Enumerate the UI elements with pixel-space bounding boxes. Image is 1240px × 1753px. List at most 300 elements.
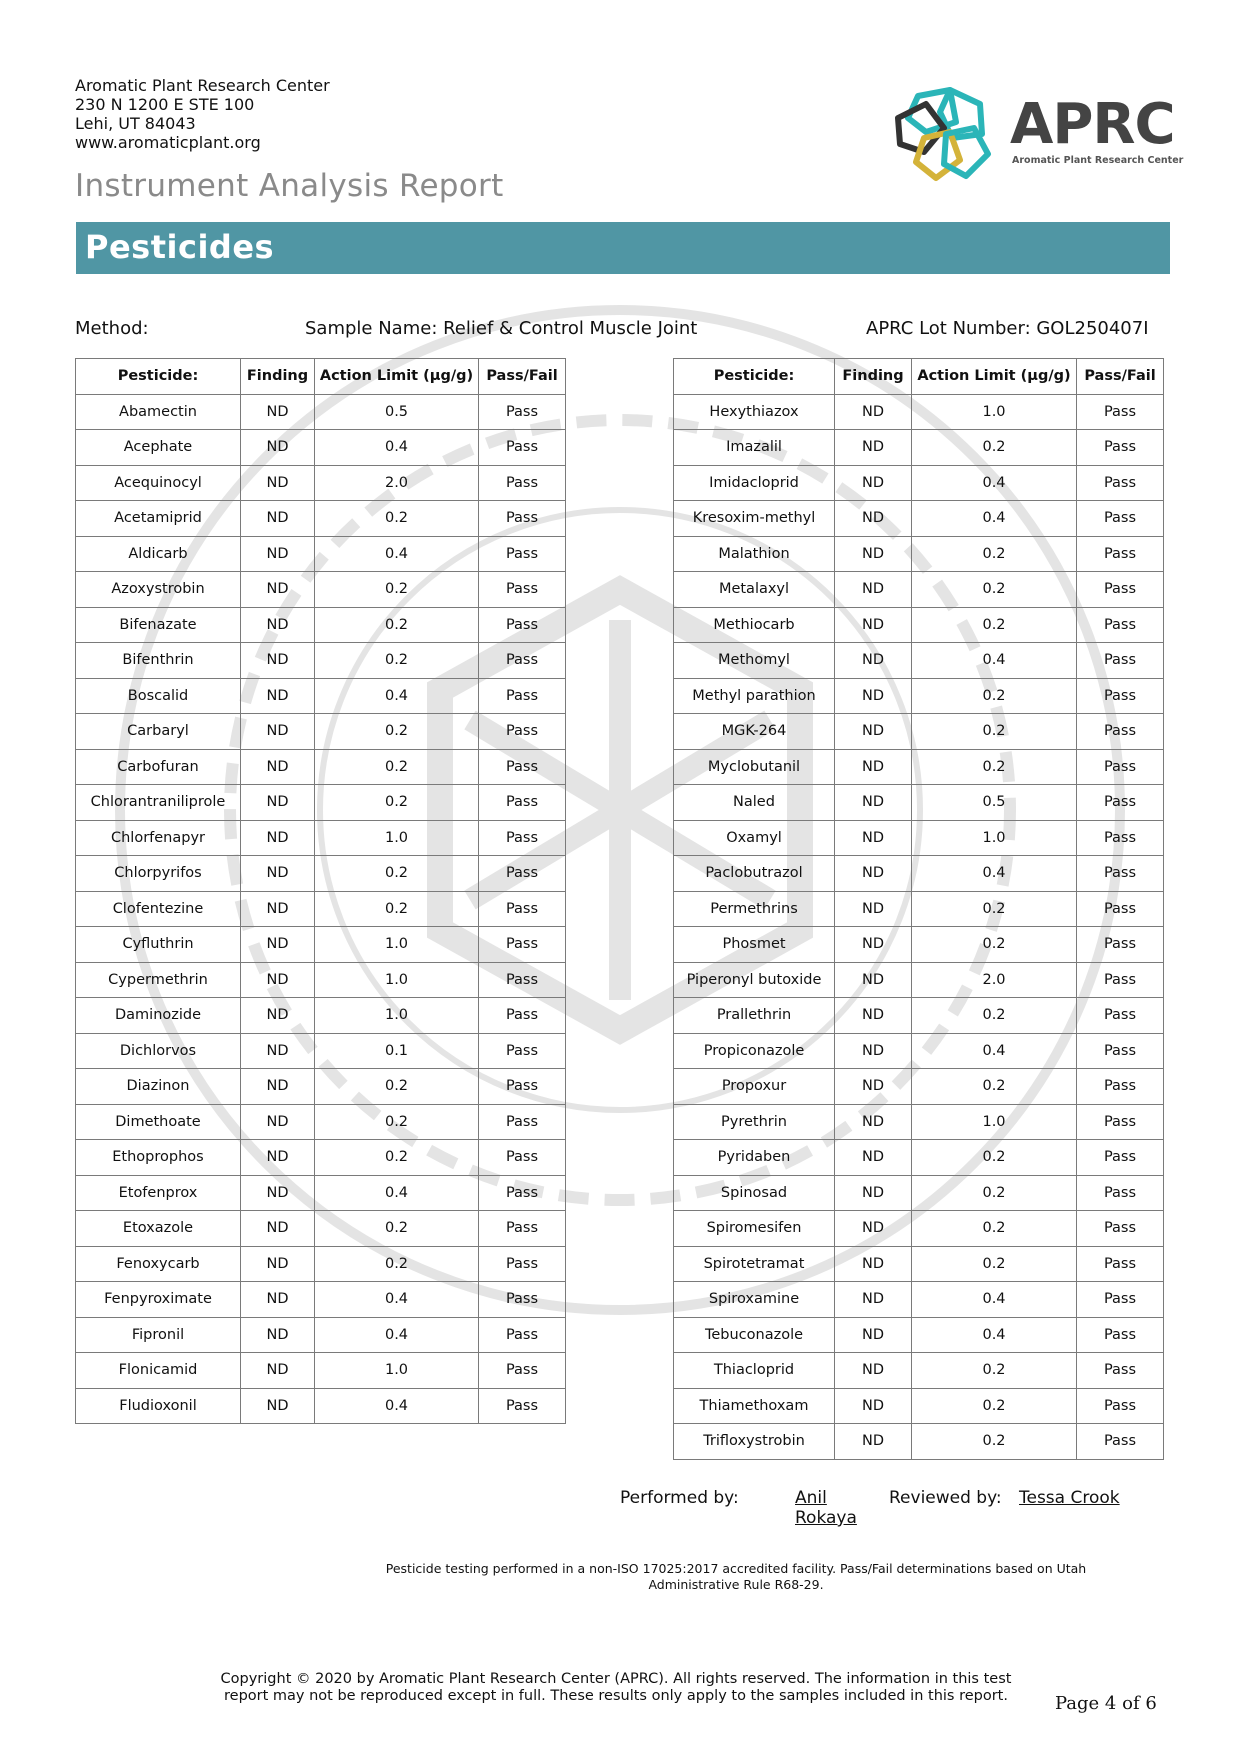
pass-fail-cell: Pass	[1077, 1388, 1164, 1424]
pass-fail-cell: Pass	[479, 572, 566, 608]
finding-cell: ND	[835, 1424, 912, 1460]
table-row	[76, 1104, 566, 1140]
table-row	[674, 465, 1164, 501]
pesticide-name-cell: Diazinon	[76, 1069, 241, 1105]
pass-fail-cell: Pass	[1077, 1282, 1164, 1318]
pesticide-name-cell: Hexythiazox	[674, 394, 835, 430]
table-row	[674, 394, 1164, 430]
pass-fail-cell: Pass	[479, 998, 566, 1034]
table-row	[76, 1282, 566, 1318]
pesticide-name-cell: Etoxazole	[76, 1211, 241, 1247]
finding-cell: ND	[835, 1211, 912, 1247]
action-limit-cell: 0.5	[912, 785, 1077, 821]
pesticide-name-cell: Acephate	[76, 430, 241, 466]
action-limit-cell: 1.0	[315, 998, 479, 1034]
finding-cell: ND	[835, 1175, 912, 1211]
finding-cell: ND	[241, 891, 315, 927]
finding-cell: ND	[241, 678, 315, 714]
pesticide-name-cell: Acetamiprid	[76, 501, 241, 537]
pass-fail-cell: Pass	[479, 430, 566, 466]
pass-fail-cell: Pass	[479, 891, 566, 927]
action-limit-cell: 2.0	[315, 465, 479, 501]
pass-fail-cell: Pass	[1077, 465, 1164, 501]
copyright-line-1: Copyright © 2020 by Aromatic Plant Research Center (APRC). All rights reserved. The information in this test	[220, 1671, 1012, 1687]
pesticide-name-cell: Phosmet	[674, 927, 835, 963]
pass-fail-cell: Pass	[479, 1317, 566, 1353]
table-row	[76, 1353, 566, 1389]
pass-fail-cell: Pass	[1077, 1353, 1164, 1389]
finding-cell: ND	[835, 714, 912, 750]
action-limit-cell: 0.2	[315, 643, 479, 679]
pesticide-name-cell: Boscalid	[76, 678, 241, 714]
pesticide-table-left	[75, 358, 566, 1424]
table-row	[76, 1140, 566, 1176]
action-limit-cell: 0.2	[315, 1069, 479, 1105]
pass-fail-cell: Pass	[479, 1282, 566, 1318]
pesticide-name-cell: Bifenthrin	[76, 643, 241, 679]
pesticide-name-cell: Fenpyroximate	[76, 1282, 241, 1318]
table-row	[674, 678, 1164, 714]
pass-fail-cell: Pass	[479, 1033, 566, 1069]
table-row	[674, 1353, 1164, 1389]
finding-cell: ND	[241, 1175, 315, 1211]
finding-cell: ND	[835, 607, 912, 643]
table-row	[76, 962, 566, 998]
finding-cell: ND	[835, 1246, 912, 1282]
pass-fail-cell: Pass	[1077, 1140, 1164, 1176]
pesticide-name-cell: Azoxystrobin	[76, 572, 241, 608]
action-limit-cell: 2.0	[912, 962, 1077, 998]
pass-fail-cell: Pass	[479, 714, 566, 750]
finding-cell: ND	[241, 465, 315, 501]
action-limit-cell: 0.4	[912, 1317, 1077, 1353]
pesticide-name-cell: Paclobutrazol	[674, 856, 835, 892]
pass-fail-cell: Pass	[479, 1140, 566, 1176]
pesticide-name-cell: Methyl parathion	[674, 678, 835, 714]
finding-cell: ND	[241, 962, 315, 998]
pesticide-name-cell: Cyfluthrin	[76, 927, 241, 963]
pass-fail-cell: Pass	[479, 501, 566, 537]
table-row	[76, 1175, 566, 1211]
pesticide-name-cell: Acequinocyl	[76, 465, 241, 501]
action-limit-cell: 0.2	[912, 1388, 1077, 1424]
reviewed-by-name: Tessa Crook	[1019, 1488, 1120, 1508]
section-banner	[76, 222, 1170, 274]
header-pass-fail: Pass/Fail	[1077, 359, 1164, 395]
lab-city: Lehi, UT 84043	[75, 114, 196, 133]
finding-cell: ND	[241, 572, 315, 608]
page-number: Page 4 of 6	[1055, 1693, 1157, 1714]
header-pesticide: Pesticide:	[76, 359, 241, 395]
finding-cell: ND	[835, 1282, 912, 1318]
finding-cell: ND	[241, 1353, 315, 1389]
action-limit-cell: 0.2	[912, 1353, 1077, 1389]
pesticide-name-cell: Myclobutanil	[674, 749, 835, 785]
pesticide-name-cell: Imazalil	[674, 430, 835, 466]
pesticide-name-cell: Thiacloprid	[674, 1353, 835, 1389]
action-limit-cell: 0.2	[315, 785, 479, 821]
performed-by-name	[795, 1488, 857, 1528]
finding-cell: ND	[241, 1033, 315, 1069]
pesticide-name-cell: Spiromesifen	[674, 1211, 835, 1247]
finding-cell: ND	[835, 1353, 912, 1389]
pesticide-name-cell: Imidacloprid	[674, 465, 835, 501]
pass-fail-cell: Pass	[1077, 714, 1164, 750]
table-row	[674, 927, 1164, 963]
lab-street: 230 N 1200 E STE 100	[75, 95, 255, 114]
pesticide-name-cell: Kresoxim-methyl	[674, 501, 835, 537]
finding-cell: ND	[241, 927, 315, 963]
finding-cell: ND	[241, 394, 315, 430]
finding-cell: ND	[835, 1069, 912, 1105]
pass-fail-cell: Pass	[1077, 927, 1164, 963]
pesticide-name-cell: MGK-264	[674, 714, 835, 750]
table-row	[76, 749, 566, 785]
table-row	[674, 1246, 1164, 1282]
header-finding: Finding	[241, 359, 315, 395]
pass-fail-cell: Pass	[479, 856, 566, 892]
finding-cell: ND	[241, 607, 315, 643]
pass-fail-cell: Pass	[1077, 1317, 1164, 1353]
pesticide-name-cell: Bifenazate	[76, 607, 241, 643]
pesticide-name-cell: Tebuconazole	[674, 1317, 835, 1353]
pesticide-name-cell: Malathion	[674, 536, 835, 572]
action-limit-cell: 1.0	[315, 962, 479, 998]
action-limit-cell: 0.2	[912, 998, 1077, 1034]
finding-cell: ND	[835, 856, 912, 892]
table-row	[674, 1033, 1164, 1069]
action-limit-cell: 0.2	[912, 927, 1077, 963]
pass-fail-cell: Pass	[479, 785, 566, 821]
finding-cell: ND	[835, 1033, 912, 1069]
action-limit-cell: 1.0	[912, 820, 1077, 856]
action-limit-cell: 0.2	[912, 430, 1077, 466]
finding-cell: ND	[835, 1140, 912, 1176]
pesticide-name-cell: Methiocarb	[674, 607, 835, 643]
finding-cell: ND	[241, 785, 315, 821]
action-limit-cell: 0.2	[315, 607, 479, 643]
action-limit-cell: 0.4	[315, 1317, 479, 1353]
table-row	[674, 1282, 1164, 1318]
table-row	[674, 1104, 1164, 1140]
pesticide-name-cell: Propiconazole	[674, 1033, 835, 1069]
pass-fail-cell: Pass	[1077, 1424, 1164, 1460]
pass-fail-cell: Pass	[1077, 430, 1164, 466]
action-limit-cell: 0.2	[315, 1140, 479, 1176]
action-limit-cell: 0.2	[912, 607, 1077, 643]
pass-fail-cell: Pass	[479, 1069, 566, 1105]
pass-fail-cell: Pass	[1077, 998, 1164, 1034]
report-title: Instrument Analysis Report	[75, 168, 504, 204]
pass-fail-cell: Pass	[1077, 501, 1164, 537]
action-limit-cell: 0.4	[315, 1282, 479, 1318]
aprc-logo-mark-icon	[890, 82, 1000, 186]
action-limit-cell: 0.4	[912, 501, 1077, 537]
pass-fail-cell: Pass	[479, 1175, 566, 1211]
table-row	[674, 501, 1164, 537]
table-row	[674, 998, 1164, 1034]
pesticide-name-cell: Spirotetramat	[674, 1246, 835, 1282]
finding-cell: ND	[835, 430, 912, 466]
action-limit-cell: 0.2	[315, 749, 479, 785]
pass-fail-cell: Pass	[1077, 785, 1164, 821]
pesticide-name-cell: Fipronil	[76, 1317, 241, 1353]
table-row	[76, 820, 566, 856]
finding-cell: ND	[835, 1317, 912, 1353]
table-row	[76, 1069, 566, 1105]
pass-fail-cell: Pass	[479, 1104, 566, 1140]
finding-cell: ND	[241, 501, 315, 537]
pesticide-name-cell: Chlorpyrifos	[76, 856, 241, 892]
action-limit-cell: 0.2	[912, 891, 1077, 927]
finding-cell: ND	[835, 572, 912, 608]
pass-fail-cell: Pass	[479, 1388, 566, 1424]
finding-cell: ND	[835, 962, 912, 998]
table-row	[674, 1211, 1164, 1247]
pass-fail-cell: Pass	[1077, 643, 1164, 679]
table-row	[76, 536, 566, 572]
table-row	[76, 465, 566, 501]
table-row	[76, 785, 566, 821]
pesticide-name-cell: Dimethoate	[76, 1104, 241, 1140]
action-limit-cell: 0.4	[315, 536, 479, 572]
pass-fail-cell: Pass	[1077, 1246, 1164, 1282]
table-header-row	[674, 359, 1164, 395]
table-row	[674, 785, 1164, 821]
pass-fail-cell: Pass	[1077, 1175, 1164, 1211]
action-limit-cell: 0.4	[315, 1175, 479, 1211]
pesticide-name-cell: Ethoprophos	[76, 1140, 241, 1176]
action-limit-cell: 0.4	[912, 643, 1077, 679]
copyright-notice	[196, 1671, 1036, 1705]
table-row	[76, 1388, 566, 1424]
table-row	[674, 962, 1164, 998]
action-limit-cell: 1.0	[315, 927, 479, 963]
table-row	[76, 1317, 566, 1353]
finding-cell: ND	[241, 430, 315, 466]
action-limit-cell: 0.4	[315, 1388, 479, 1424]
action-limit-cell: 0.4	[315, 430, 479, 466]
table-row	[76, 998, 566, 1034]
header-action-limit: Action Limit (µg/g)	[912, 359, 1077, 395]
pass-fail-cell: Pass	[1077, 856, 1164, 892]
pass-fail-cell: Pass	[1077, 678, 1164, 714]
action-limit-cell: 0.2	[912, 1211, 1077, 1247]
pass-fail-cell: Pass	[479, 820, 566, 856]
action-limit-cell: 1.0	[912, 1104, 1077, 1140]
pesticide-name-cell: Methomyl	[674, 643, 835, 679]
table-row	[674, 1140, 1164, 1176]
pesticide-name-cell: Cypermethrin	[76, 962, 241, 998]
pass-fail-cell: Pass	[1077, 820, 1164, 856]
pesticide-name-cell: Flonicamid	[76, 1353, 241, 1389]
pass-fail-cell: Pass	[1077, 572, 1164, 608]
action-limit-cell: 0.2	[315, 1246, 479, 1282]
action-limit-cell: 0.2	[912, 1246, 1077, 1282]
pesticide-name-cell: Daminozide	[76, 998, 241, 1034]
reviewed-by-label: Reviewed by:	[889, 1488, 1002, 1508]
pass-fail-cell: Pass	[479, 1246, 566, 1282]
table-row	[674, 1069, 1164, 1105]
lab-address-block	[75, 76, 330, 152]
pesticide-name-cell: Permethrins	[674, 891, 835, 927]
pesticide-name-cell: Pyrethrin	[674, 1104, 835, 1140]
action-limit-cell: 0.2	[315, 572, 479, 608]
action-limit-cell: 0.2	[912, 1140, 1077, 1176]
pesticide-name-cell: Aldicarb	[76, 536, 241, 572]
table-row	[674, 856, 1164, 892]
pesticide-name-cell: Propoxur	[674, 1069, 835, 1105]
pesticide-name-cell: Thiamethoxam	[674, 1388, 835, 1424]
finding-cell: ND	[835, 891, 912, 927]
pass-fail-cell: Pass	[1077, 891, 1164, 927]
pesticide-name-cell: Naled	[674, 785, 835, 821]
finding-cell: ND	[241, 714, 315, 750]
action-limit-cell: 0.2	[315, 1104, 479, 1140]
pesticide-name-cell: Prallethrin	[674, 998, 835, 1034]
finding-cell: ND	[241, 998, 315, 1034]
finding-cell: ND	[241, 1069, 315, 1105]
aprc-logo	[890, 82, 1184, 186]
action-limit-cell: 0.2	[912, 678, 1077, 714]
performed-by-last-name: Rokaya	[795, 1508, 857, 1528]
pass-fail-cell: Pass	[479, 1211, 566, 1247]
action-limit-cell: 0.2	[315, 891, 479, 927]
finding-cell: ND	[241, 643, 315, 679]
action-limit-cell: 0.2	[912, 749, 1077, 785]
table-row	[76, 394, 566, 430]
pass-fail-cell: Pass	[1077, 607, 1164, 643]
table-row	[674, 1424, 1164, 1460]
pass-fail-cell: Pass	[479, 465, 566, 501]
action-limit-cell: 0.4	[912, 1282, 1077, 1318]
table-row	[674, 572, 1164, 608]
finding-cell: ND	[241, 1211, 315, 1247]
action-limit-cell: 1.0	[912, 394, 1077, 430]
pesticide-name-cell: Trifloxystrobin	[674, 1424, 835, 1460]
table-row	[76, 643, 566, 679]
pass-fail-cell: Pass	[1077, 1069, 1164, 1105]
header-pesticide: Pesticide:	[674, 359, 835, 395]
pass-fail-cell: Pass	[479, 927, 566, 963]
pesticide-name-cell: Spiroxamine	[674, 1282, 835, 1318]
pesticide-name-cell: Carbaryl	[76, 714, 241, 750]
logo-wordmark: APRC	[1010, 92, 1175, 157]
table-row	[76, 430, 566, 466]
action-limit-cell: 0.5	[315, 394, 479, 430]
table-row	[674, 1388, 1164, 1424]
table-header-row	[76, 359, 566, 395]
table-row	[674, 430, 1164, 466]
lab-website[interactable]: www.aromaticplant.org	[75, 133, 261, 152]
finding-cell: ND	[241, 856, 315, 892]
table-row	[674, 714, 1164, 750]
accreditation-note: Pesticide testing performed in a non-ISO 17025:2017 accredited facility. Pass/Fail determinations based on Utah Administrative Rule R68-29.	[385, 1561, 1087, 1592]
pass-fail-cell: Pass	[1077, 1033, 1164, 1069]
table-row	[76, 607, 566, 643]
pesticide-name-cell: Fenoxycarb	[76, 1246, 241, 1282]
pesticide-name-cell: Pyridaben	[674, 1140, 835, 1176]
pass-fail-cell: Pass	[1077, 536, 1164, 572]
action-limit-cell: 0.2	[912, 1069, 1077, 1105]
table-row	[76, 714, 566, 750]
pass-fail-cell: Pass	[479, 749, 566, 785]
pass-fail-cell: Pass	[1077, 962, 1164, 998]
performed-by-label: Performed by:	[620, 1488, 739, 1508]
table-row	[674, 820, 1164, 856]
finding-cell: ND	[835, 749, 912, 785]
performed-by-first-name: Anil	[795, 1488, 827, 1508]
action-limit-cell: 0.4	[912, 1033, 1077, 1069]
table-row	[76, 678, 566, 714]
pass-fail-cell: Pass	[479, 678, 566, 714]
action-limit-cell: 0.2	[315, 856, 479, 892]
table-row	[76, 1246, 566, 1282]
sample-name: Sample Name: Relief & Control Muscle Joint	[305, 318, 698, 339]
action-limit-cell: 0.4	[315, 678, 479, 714]
finding-cell: ND	[835, 927, 912, 963]
finding-cell: ND	[241, 1140, 315, 1176]
finding-cell: ND	[835, 678, 912, 714]
header-finding: Finding	[835, 359, 912, 395]
pass-fail-cell: Pass	[479, 607, 566, 643]
pesticide-name-cell: Etofenprox	[76, 1175, 241, 1211]
table-row	[76, 1033, 566, 1069]
method-label: Method:	[75, 318, 149, 339]
action-limit-cell: 0.2	[912, 572, 1077, 608]
pesticide-name-cell: Spinosad	[674, 1175, 835, 1211]
table-row	[76, 501, 566, 537]
pass-fail-cell: Pass	[1077, 749, 1164, 785]
pass-fail-cell: Pass	[479, 643, 566, 679]
pesticide-name-cell: Piperonyl butoxide	[674, 962, 835, 998]
lab-name: Aromatic Plant Research Center	[75, 76, 330, 95]
pass-fail-cell: Pass	[1077, 1211, 1164, 1247]
finding-cell: ND	[835, 1104, 912, 1140]
table-row	[674, 749, 1164, 785]
finding-cell: ND	[241, 820, 315, 856]
pass-fail-cell: Pass	[479, 962, 566, 998]
action-limit-cell: 0.2	[315, 714, 479, 750]
action-limit-cell: 0.2	[315, 501, 479, 537]
finding-cell: ND	[835, 465, 912, 501]
finding-cell: ND	[835, 536, 912, 572]
finding-cell: ND	[835, 785, 912, 821]
finding-cell: ND	[241, 1104, 315, 1140]
table-row	[674, 643, 1164, 679]
pesticide-name-cell: Oxamyl	[674, 820, 835, 856]
pesticide-name-cell: Chlorantraniliprole	[76, 785, 241, 821]
pesticide-name-cell: Clofentezine	[76, 891, 241, 927]
table-row	[674, 891, 1164, 927]
finding-cell: ND	[241, 1246, 315, 1282]
pesticide-name-cell: Fludioxonil	[76, 1388, 241, 1424]
finding-cell: ND	[835, 998, 912, 1034]
table-row	[76, 1211, 566, 1247]
pesticide-name-cell: Chlorfenapyr	[76, 820, 241, 856]
action-limit-cell: 0.4	[912, 465, 1077, 501]
table-row	[76, 927, 566, 963]
action-limit-cell: 0.2	[315, 1211, 479, 1247]
action-limit-cell: 0.4	[912, 856, 1077, 892]
table-row	[76, 572, 566, 608]
finding-cell: ND	[241, 1282, 315, 1318]
pass-fail-cell: Pass	[479, 394, 566, 430]
table-row	[674, 1317, 1164, 1353]
header-action-limit: Action Limit (µg/g)	[315, 359, 479, 395]
pass-fail-cell: Pass	[1077, 394, 1164, 430]
finding-cell: ND	[241, 536, 315, 572]
